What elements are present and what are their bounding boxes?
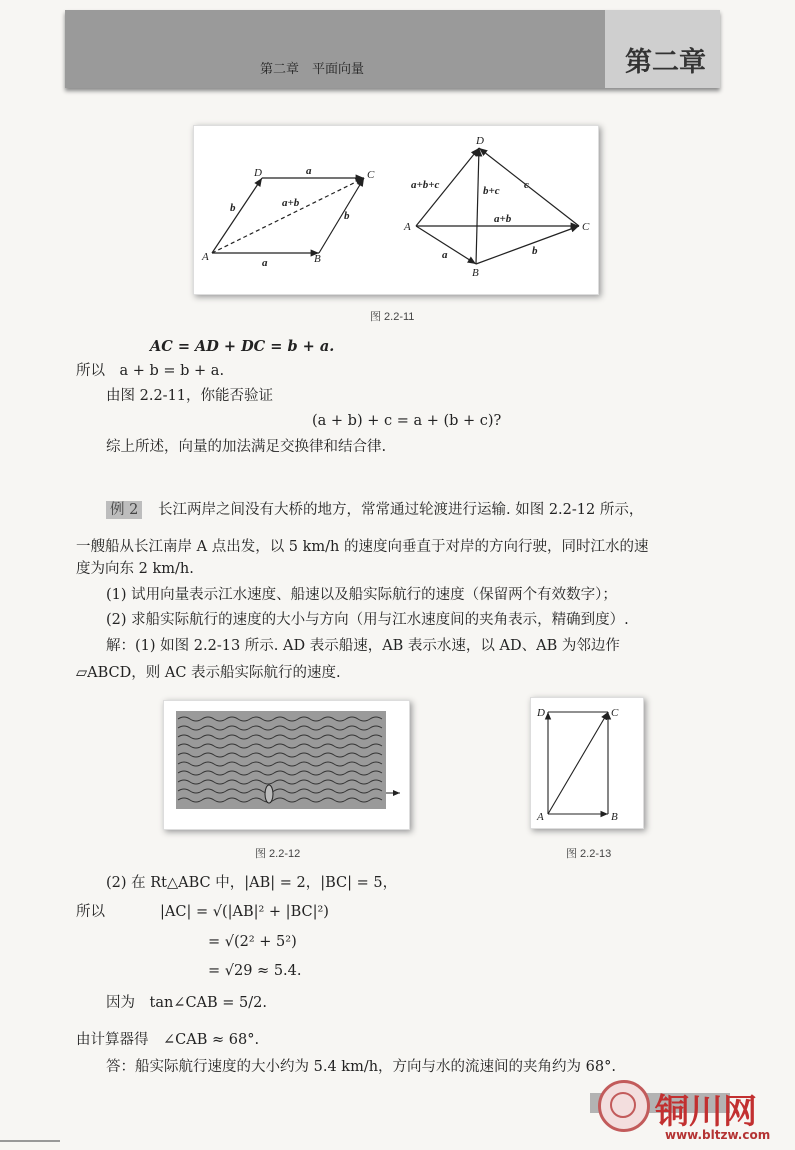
- example-line-2: 一艘船从长江南岸 A 点出发，以 5 km/h 的速度向垂直于对岸的方向行驶，同时江水的速: [76, 539, 649, 555]
- watermark-site-name: 铜川网: [655, 1092, 757, 1132]
- solution-2-eq-1: |AC| = √(|AB|² + |BC|²): [160, 904, 329, 920]
- rect-point-c: C: [611, 707, 619, 719]
- right-label-ab: a+b: [494, 213, 512, 225]
- text-suoyi: 所以 a + b = b + a.: [76, 363, 225, 379]
- watermark-seal-icon: [598, 1080, 650, 1132]
- right-label-a: a: [442, 249, 448, 261]
- left-point-d: D: [254, 167, 262, 179]
- figure-2-2-13-caption: 图 2.2-13: [566, 848, 612, 860]
- running-title: 第二章 平面向量: [260, 62, 365, 77]
- example-tag-label: 例 2: [106, 501, 142, 519]
- text-verify: 由图 2.2-11，你能否验证: [106, 388, 274, 404]
- left-label-diag: a+b: [282, 197, 300, 209]
- equation-assoc: (a + b) + c = a + (b + c)?: [312, 413, 502, 429]
- left-point-b: B: [314, 253, 321, 265]
- solution-2-answer: 答：船实际航行速度的大小约为 5.4 km/h，方向与水的流速间的夹角约为 68°.: [106, 1059, 616, 1075]
- left-label-top: a: [306, 165, 312, 177]
- right-point-a: A: [404, 221, 411, 233]
- rect-point-b: B: [611, 811, 618, 823]
- solution-2-line-1: (2) 在 Rt△ABC 中，|AB| = 2，|BC| = 5，: [106, 875, 398, 891]
- right-point-d: D: [476, 135, 484, 147]
- right-label-bc: b+c: [483, 185, 500, 197]
- right-label-abc: a+b+c: [411, 179, 440, 191]
- example-line-3: 度为向东 2 km/h.: [76, 561, 194, 577]
- figure-2-2-13-diagram: [531, 698, 643, 828]
- rect-point-a: A: [537, 811, 544, 823]
- rect-point-d: D: [537, 707, 545, 719]
- watermark-url: www.bltzw.com: [665, 1128, 771, 1142]
- solution-2-eq-2: = √(2² + 5²): [208, 934, 297, 950]
- example-line-1: 长江两岸之间没有大桥的地方，常常通过轮渡进行运输. 如图 2.2-12 所示，: [158, 502, 644, 518]
- left-label-right: b: [344, 210, 350, 222]
- chapter-header: [65, 10, 720, 88]
- boat-icon: [265, 785, 273, 803]
- example-question-2: (2) 求船实际航行的速度的大小与方向（用与江水速度间的夹角表示，精确到度）.: [106, 612, 629, 628]
- example-2-tag: [106, 500, 142, 520]
- right-label-c: c: [524, 179, 529, 191]
- solution-2-because: 因为 tan∠CAB = 5/2.: [106, 995, 267, 1011]
- figure-2-2-11-diagram: [194, 126, 598, 294]
- solution-line-1: 解：(1) 如图 2.2-13 所示. AD 表示船速，AB 表示水速，以 AD、AB 为邻边作: [106, 638, 620, 654]
- figure-2-2-12-caption: 图 2.2-12: [255, 848, 301, 860]
- example-question-1: (1) 试用向量表示江水速度、船速以及船实际航行的速度（保留两个有效数字）；: [106, 587, 617, 603]
- left-point-a: A: [202, 251, 209, 263]
- equation-ac: AC = AD + DC = b + a.: [150, 338, 335, 355]
- left-point-c: C: [367, 169, 375, 181]
- footer-line: [0, 1140, 60, 1142]
- figure-2-2-11-caption: 图 2.2-11: [370, 311, 415, 323]
- solution-2-suoyi: 所以: [76, 904, 105, 920]
- figure-2-2-11: [193, 125, 599, 295]
- river-diagram: [164, 701, 409, 829]
- solution-2-eq-3: = √29 ≈ 5.4.: [208, 963, 302, 979]
- left-label-left: b: [230, 202, 236, 214]
- figure-2-2-12: [163, 700, 410, 830]
- right-point-c: C: [582, 221, 590, 233]
- chapter-badge: 第二章: [625, 47, 706, 78]
- solution-line-2: ▱ABCD，则 AC 表示船实际航行的速度.: [76, 665, 341, 681]
- text-summary: 综上所述，向量的加法满足交换律和结合律.: [106, 439, 387, 455]
- right-label-b: b: [532, 245, 538, 257]
- right-point-b: B: [472, 267, 479, 279]
- left-label-bottom: a: [262, 257, 268, 269]
- solution-2-calc: 由计算器得 ∠CAB ≈ 68°.: [76, 1032, 260, 1048]
- figure-2-2-13: [530, 697, 644, 829]
